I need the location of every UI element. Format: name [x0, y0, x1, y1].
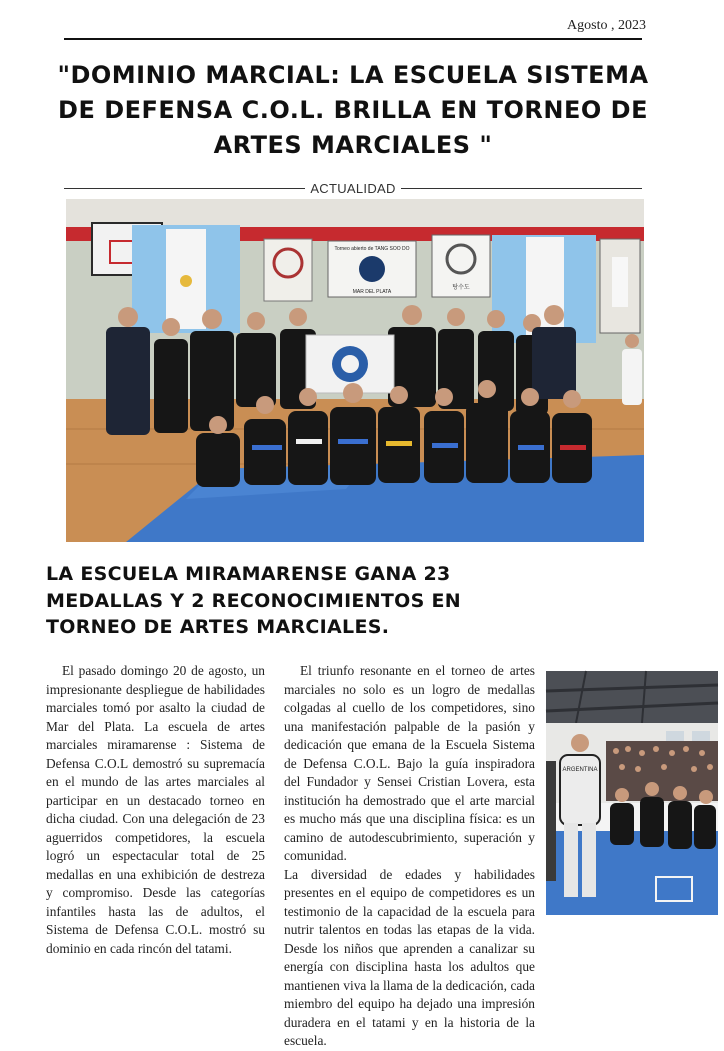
article-subheadline: LA ESCUELA MIRAMARENSE GANA 23 MEDALLAS Y 2 RECONOCIMIENTOS EN TORNEO DE ARTES MARCIALES.	[46, 563, 462, 638]
section-divider	[64, 180, 642, 196]
section-divider-left-line	[64, 188, 305, 189]
article-column-left	[46, 662, 265, 958]
page-headline: "DOMINIO MARCIAL: LA ESCUELA SISTEMA DE DEFENSA C.O.L. BRILLA EN TORNEO DE ARTES MARCIALES "	[57, 61, 649, 159]
banner-korean-text: 탕수도	[452, 284, 470, 291]
team-group-photo	[66, 199, 644, 542]
article-paragraph: El pasado domingo 20 de agosto, un impresionante despliegue de habilidades marciales tomó por asalto la ciudad de Mar del Plata. La escuela de artes marciales miramarense : Sistema de Defensa C.O.L demostró su supremacía en el mundo de las artes marciales al participar en un destacado torneo en dicha ciudad. Con una delegación de 23 aguerridos competidores, la escuela logró un espectacular total de 25 medallas en una exhibición de destreza y compromiso. Desde las categorías infantiles hasta las de adultos, el Sistema de Defensa C.O.L. mostró su dominio en cada rincón del tatami.	[46, 663, 265, 956]
article-column-middle	[284, 662, 535, 1051]
article-paragraph: El triunfo resonante en el torneo de artes marciales no solo es un logro de medallas colgadas al cuello de los competidores, sino una manifestación palpable de la pasión y dedicación que emana de la Escuela Sistema de Defensa C.O.L. Bajo la guía inspiradora del Fundador y Sensei Cristian Lovera, esta institución ha demostrado que el arte marcial es mucho más que una disciplina física: es un camino de autodescubrimiento, superación y comunidad.	[284, 663, 535, 863]
competition-side-photo	[546, 671, 718, 915]
article-paragraph: La diversidad de edades y habilidades presentes en el equipo de competidores es un testimonio de la capacidad de la escuela para nutrir talentos en todas las etapas de la vida. Desde los niños que aprenden a canalizar su energía con disciplina hasta los adultos que mantienen viva la llama de la dedicación, cada miembro del equipo ha dejado una impresión duradera en el tatami y en la historia de la escuela.	[284, 866, 535, 1048]
header-rule	[64, 38, 642, 40]
banner-top-text: Torneo abierto de TANG SOO DO	[334, 246, 410, 252]
issue-date: Agosto , 2023	[567, 18, 646, 33]
section-label: ACTUALIDAD	[310, 180, 396, 196]
jacket-text: ARGENTINA	[562, 767, 598, 773]
banner-bottom-text: MAR DEL PLATA	[352, 289, 392, 295]
section-divider-right-line	[401, 188, 642, 189]
